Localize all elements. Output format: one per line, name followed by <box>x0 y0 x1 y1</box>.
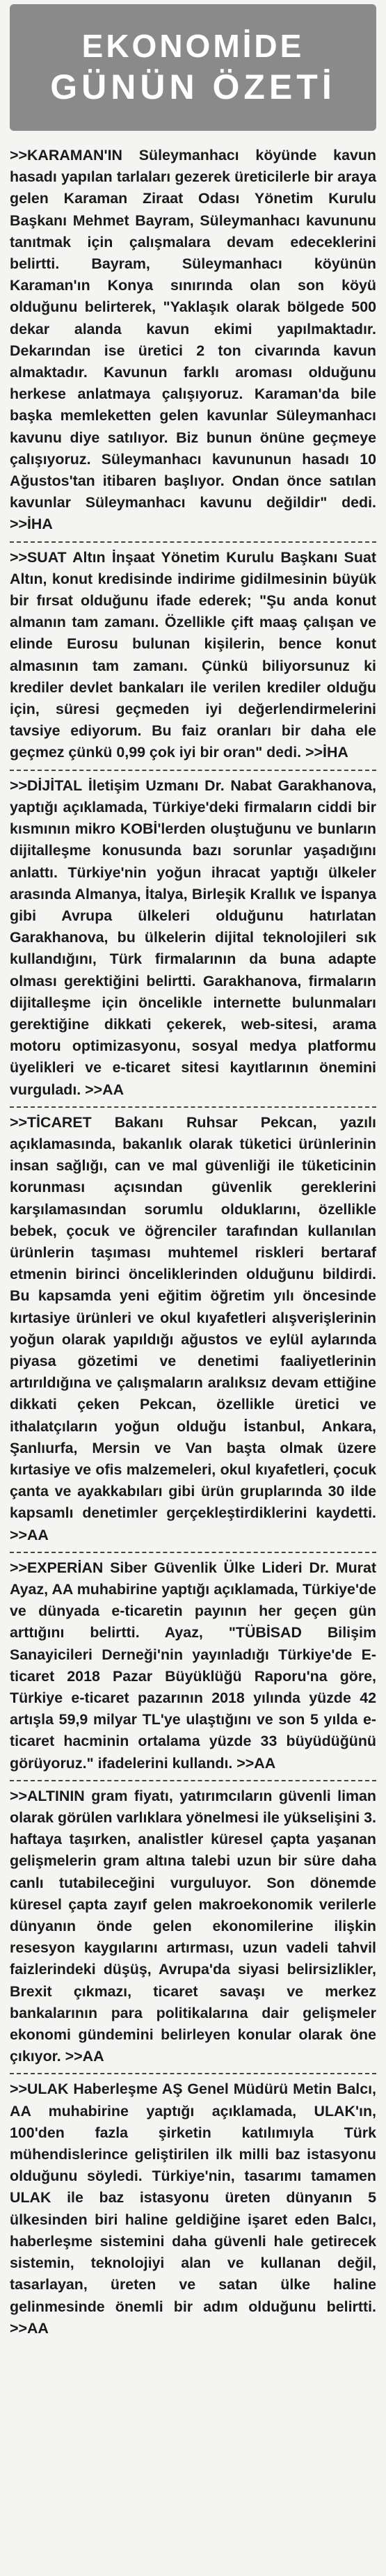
news-source: >>İHA <box>305 744 348 761</box>
news-source: >>AA <box>236 1754 276 1772</box>
news-source: >>AA <box>65 2048 104 2065</box>
news-source: >>İHA <box>10 516 53 533</box>
page <box>0 4 386 2576</box>
news-keyword: ULAK <box>26 2081 69 2098</box>
news-keyword: TİCARET <box>26 1113 92 1131</box>
news-item <box>10 1108 376 1553</box>
news-text: Siber Güvenlik Ülke Lideri Dr. Murat Ayaz, AA muhabirine yaptığı açıklamada, Türkiye'de ve dünyada e-ticaretin payının her geçen gün arttığını belirtti. Ayaz, "TÜBİSAD Bilişim Sanayicileri Derneği'nin yayınladığı Türkiye'de E-ticaret 2018 Pazar Büyüklüğü Raporu'na göre, Türkiye e-ticaret pazarının 2018 yılında yüzde 42 artışla 59,9 milyar TL'ye ulaştığını ve son 5 yılda e-ticaret hacminin ortalama yüzde 33 büyüdüğünü görüyoruz." ifadelerini kullandı. <box>10 1559 376 1772</box>
lead-arrow: >> <box>10 2081 27 2098</box>
lead-arrow: >> <box>10 147 27 164</box>
news-text: Bakanı Ruhsar Pekcan, yazılı açıklamasında, bakanlık olarak tüketici ürünlerinin insan sağlığı, can ve mal güvenliği ile tüketicinin korunması açısından güvenlik gereklerini karşılamasından sorumlu olduklarını, özellikle bebek, çocuk ve öğrenciler tarafından kullanılan ürünlerin taşıması muhtemel riskleri bertaraf etmenin birinci önceliklerinden olduğunu bildirdi. Bu kapsamda yeni eğitim öğretim yılı öncesinde kırtasiye ürünleri ve okul kıyafetleri alışverişlerinin yoğun olarak yapıldığı ağustos ve eylül aylarında piyasa gözetimi ve denetimi faaliyetlerinin artırıldığına ve çalışmaların aralıksız devam ettiğine dikkati çeken Pekcan, özellikle üretici ve ithalatçıların yoğun olduğu İstanbul, Ankara, Şanlıurfa, Mersin ve Van başta olmak üzere kırtasiye ve ofis malzemeleri, okul kıyafetleri, çocuk çanta ve ayakkabıları gibi ürün gruplarında 30 ilde kapsamlı denetimler gerçekleştirdiklerini kaydetti. <box>10 1113 376 1522</box>
news-item <box>10 2074 376 2344</box>
lead-arrow: >> <box>10 777 27 794</box>
news-keyword: ALTININ <box>26 1787 85 1804</box>
news-keyword: DİJİTAL <box>26 777 83 794</box>
news-item <box>10 543 376 771</box>
news-item <box>10 1553 376 1781</box>
news-text: gram fiyatı, yatırımcıların güvenli liman olarak görülen varlıklara yönelmesi ile yükselişini 3. haftaya taşırken, analistler küresel çapta yaşanan gelişmelerin gram altına talebi uzun bir süre daha canlı tutabileceğini vurguluyor. Son dönemde küresel çapta zayıf gelen makroekonomik verilerle dünyanın önde gelen ekonomilerine ilişkin resesyon kaygılarını artırması, uzun vadeli tahvil faizlerindeki düşüş, Avrupa'da siyasi belirsizlikler, Brexit çıkmazı, ticaret savaşı ve merkez bankalarının para politikalarına dair gelişmeler ekonomi gündemini belirleyen konular olarak öne çıkıyor. <box>10 1787 376 2065</box>
news-item <box>10 1781 376 2075</box>
news-text: Altın İnşaat Yönetim Kurulu Başkanı Suat Altın, konut kredisinde indirime gidilmesinin büyük bir fırsat olduğunu ifade ederek; "Şu anda konut almanın tam zamanı. Özellikle çift maaş çalışan ve elinde Eurosu bulunan kişilerin, bence konut almasının tam zamanı. Çünkü biliyorsunuz ki krediler devlet bankaları ile verilen krediler olduğu için, süresi geçmeden iyi değerlendirmelerini tavsiye ediyorum. Bu faiz oranları bir daha ele geçmez çünkü 0,99 çok iyi bir oran" dedi. <box>10 548 376 761</box>
header-title-line1: EKONOMİDE <box>81 28 305 65</box>
news-text: İletişim Uzmanı Dr. Nabat Garakhanova, yaptığı açıklamada, Türkiye'deki firmaların ciddi bir kısmının mikro KOBİ'lerden oluştuğunu ve bunların dijitalleşme konusunda bazı sorunlar yaşadığını anlattı. Türkiye'nin yoğun ihracat yaptığı ülkeler arasında Almanya, İtalya, Birleşik Krallık ve İspanya gibi Avrupa ülkeleri olduğunu hatırlatan Garakhanova, bu ülkelerin dijital teknolojileri sık kullandığını, Türk firmalarının da buna adapte olması gerektiğini belirtti. Garakhanova, firmaların dijitalleşme için öncelikle internette bulunmaları gerektiğine dikkati çekerek, web-sitesi, arama motoru optimizasyonu, sosyal medya platformu üyelikleri ve e-ticaret sitesi kayıtlarının önemini vurguladı. <box>10 777 376 1098</box>
news-source: >>AA <box>10 1526 49 1543</box>
news-list <box>10 141 376 2345</box>
lead-arrow: >> <box>10 1787 27 1804</box>
news-keyword: KARAMAN'IN <box>26 147 122 164</box>
news-text: Süleymanhacı köyünde kavun hasadı yapılan tarlaları gezerek üreticilerle bir araya gelen Karaman Ziraat Odası Yönetim Kurulu Başkanı Mehmet Bayram, Süleymanhacı kavununu tanıtmak için çalışmalara devam edeceklerini belirtti. Bayram, Süleymanhacı köyünün Karaman'ın Konya sınırında olan son köyü olduğunu belirterek, "Yaklaşık olarak bölgede 500 dekar alanda kavun ekimi yapılmaktadır. Dekarından ise üretici 2 ton civarında kavun almaktadır. Kavunun farklı aroması olduğunu herkese anlatmaya çalışıyoruz. Karaman'da bile başka memleketten gelen kavunlar Süleymanhacı kavunu diye satılıyor. Biz bunun önüne geçmeye çalışıyoruz. Süleymanhacı kavununun hasadı 10 Ağustos'tan itibaren başlıyor. Ondan önce satılan kavunlar Süleymanhacı kavunu değildir" dedi. <box>10 147 376 511</box>
lead-arrow: >> <box>10 548 27 566</box>
news-keyword: EXPERİAN <box>26 1559 104 1576</box>
lead-arrow: >> <box>10 1559 27 1576</box>
news-item <box>10 141 376 543</box>
lead-arrow: >> <box>10 1113 27 1131</box>
header-title-line2: GÜNÜN ÖZETİ <box>50 67 336 106</box>
news-text: Haberleşme AŞ Genel Müdürü Metin Balcı, AA muhabirine yaptığı açıklamada, ULAK'ın, 100'den fazla şirketin katılımıyla Türk mühendislerince geliştirilen ilk milli baz istasyonu olduğunu söyledi. Türkiye'nin, tasarımı tamamen ULAK ile baz istasyonu üreten dünyanın 5 ülkesinden biri haline geldiğine işaret eden Balcı, haberleşme sistemini daha güvenli hale getirecek sistemin, teknolojiyi alan ve kullanan değil, tasarlayan, üreten ve satan ülke haline gelinmesinde önemli bir adım olduğunu belirtti. <box>10 2081 376 2315</box>
section-header <box>10 4 376 131</box>
news-source: >>AA <box>85 1081 124 1098</box>
news-keyword: SUAT <box>26 548 67 566</box>
news-item <box>10 771 376 1108</box>
news-source: >>AA <box>10 2319 49 2337</box>
